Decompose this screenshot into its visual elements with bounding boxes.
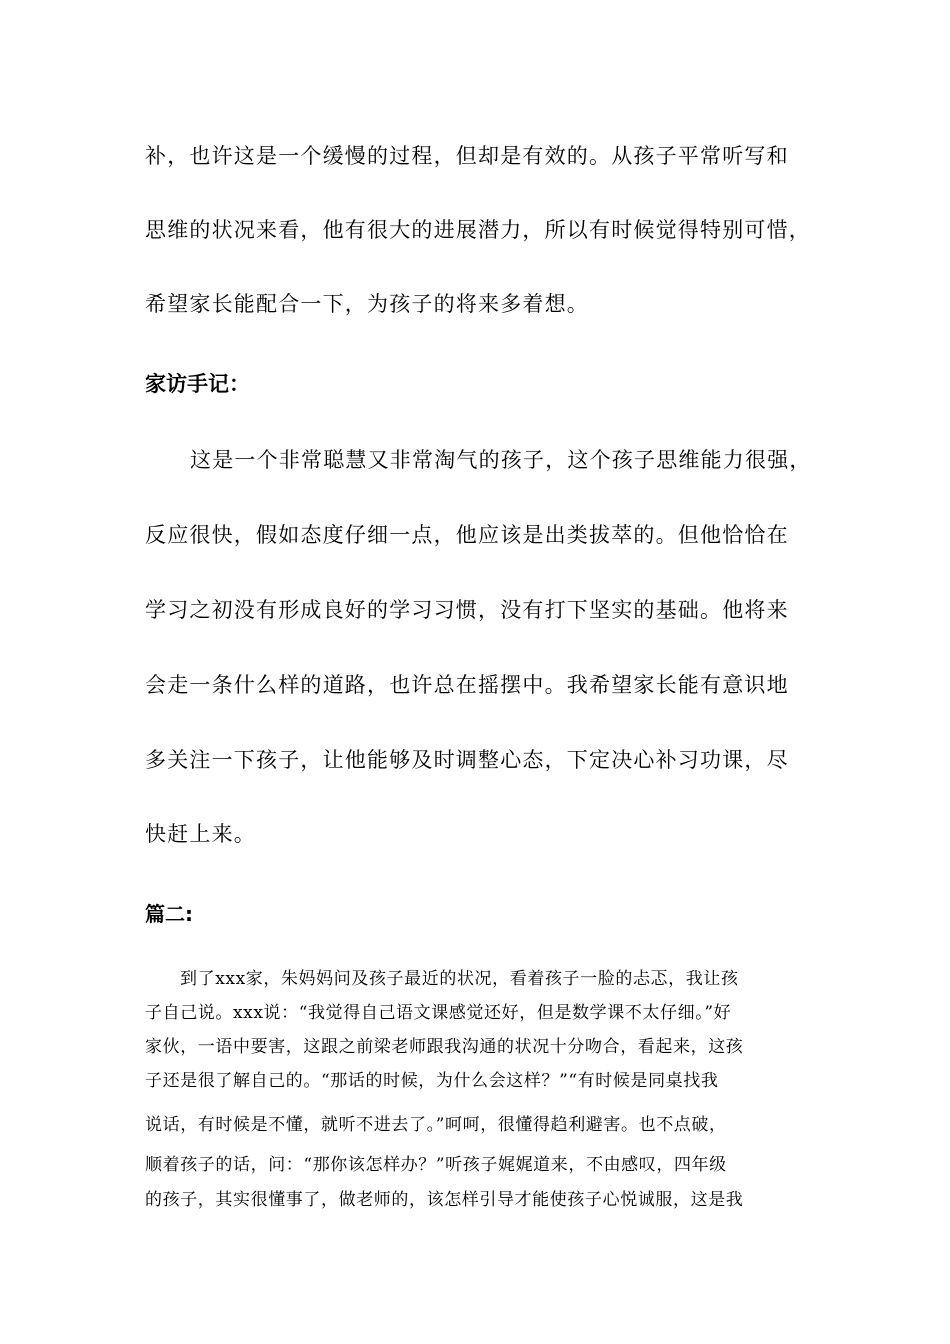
text-line: 希望家长能配合一下，为孩子的将来多着想。 [145, 292, 589, 316]
text-line: 这是一个非常聪慧又非常淘气的孩子，这个孩子思维能力很强， [190, 448, 812, 472]
text-line: 的孩子，其实很懂事了，做老师的，该怎样引导才能使孩子心悦诚服，这是我 [145, 1190, 744, 1210]
text-line: 快赶上来。 [145, 822, 256, 846]
text-line: 学习之初没有形成良好的学习习惯，没有打下坚实的基础。他将来 [145, 598, 789, 622]
text-line: 反应很快，假如态度仔细一点，他应该是出类拔萃的。但他恰恰在 [145, 523, 789, 547]
text-line: 子还是很了解自己的。“那话的时候，为什么会这样？”“有时候是同桌找我 [145, 1071, 719, 1091]
text-line: 思维的状况来看，他有很大的进展潜力，所以有时候觉得特别可惜， [145, 218, 811, 242]
text-line: 补，也许这是一个缓慢的过程，但却是有效的。从孩子平常听写和 [145, 144, 789, 168]
text-line: 到了xxx家，朱妈妈问及孩子最近的状况，看着孩子一脸的忐忑，我让孩 [180, 969, 739, 989]
text-line: 会走一条什么样的道路，也许总在摇摆中。我希望家长能有意识地 [145, 673, 789, 697]
text-line: 家伙，一语中要害，这跟之前梁老师跟我沟通的状况十分吻合，看起来，这孩 [145, 1037, 744, 1057]
section-heading: 篇二: [145, 902, 193, 926]
text-line: 子自己说。xxx说：“我觉得自己语文课感觉还好，但是数学课不太仔细。”好 [145, 1003, 732, 1023]
section-heading: 家访手记： [145, 372, 250, 396]
text-line: 说话，有时候是不懂，就听不进去了。”呵呵，很懂得趋利避害。也不点破， [145, 1115, 727, 1135]
text-line: 顺着孩子的话，问：“那你该怎样办？”听孩子娓娓道来，不由感叹，四年级 [145, 1155, 727, 1175]
text-line: 多关注一下孩子，让他能够及时调整心态，下定决心补习功课，尽 [145, 748, 789, 772]
